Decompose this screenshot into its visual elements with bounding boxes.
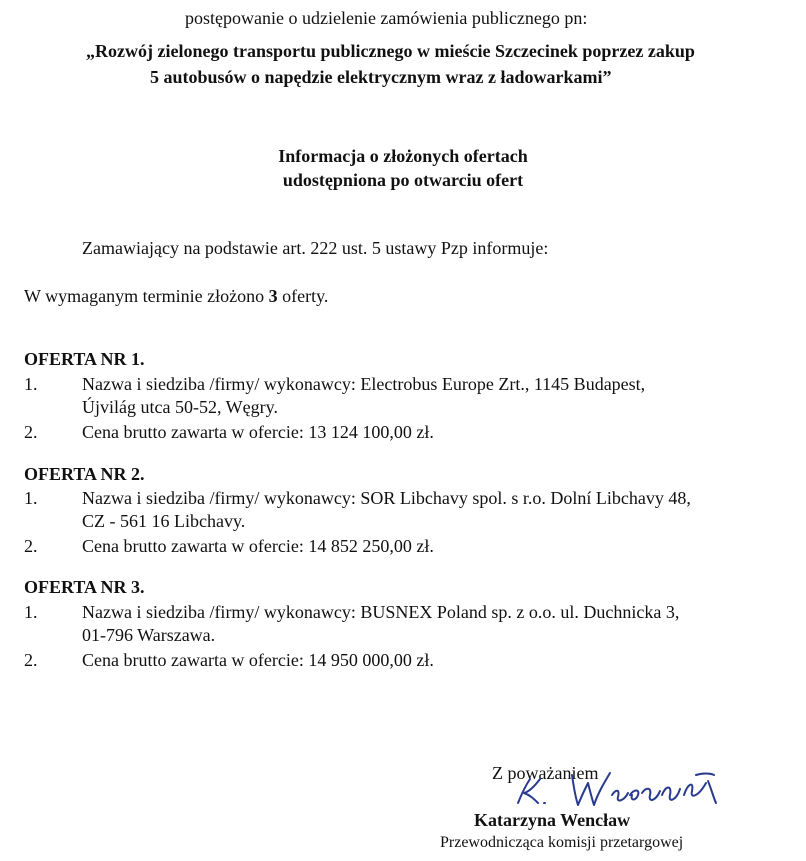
statement: Zamawiający na podstawie art. 222 ust. 5 ustawy Pzp informuje:	[82, 238, 549, 258]
header-intro: postępowanie o udzielenie zamówienia publicznego pn:	[185, 8, 588, 28]
offer-count-after: oferty.	[277, 286, 329, 306]
offer-1-price: Cena brutto zawarta w ofercie: 13 124 100,00 zł.	[82, 422, 434, 442]
signatory-role: Przewodnicząca komisji przetargowej	[440, 834, 684, 851]
offer-3-contractor-line2: 01-796 Warszawa.	[82, 625, 216, 645]
offer-3-contractor-line1: Nazwa i siedziba /firmy/ wykonawcy: BUSNEX Poland sp. z o.o. ul. Duchnicka 3,	[82, 602, 680, 622]
subtitle-line2: udostępniona po otwarciu ofert	[282, 170, 524, 190]
offer-2-heading: OFERTA NR 2.	[24, 464, 145, 484]
header-title-line2: 5 autobusów o napędzie elektrycznym wraz z ładowarkami”	[150, 67, 612, 87]
offer-1-item1-number: 1.	[24, 374, 38, 394]
signatory-name: Katarzyna Wencław	[474, 810, 631, 830]
offer-2-contractor-line1: Nazwa i siedziba /firmy/ wykonawcy: SOR Libchavy spol. s r.o. Dolní Libchavy 48,	[82, 488, 691, 508]
offer-1-contractor-line1: Nazwa i siedziba /firmy/ wykonawcy: Electrobus Europe Zrt., 1145 Budapest,	[82, 374, 646, 394]
offer-1-item2-number: 2.	[24, 422, 38, 442]
handwritten-signature	[500, 765, 740, 815]
offer-3-heading: OFERTA NR 3.	[24, 577, 145, 597]
offer-2-item2-number: 2.	[24, 536, 38, 556]
offer-count-before: W wymaganym terminie złożono	[24, 286, 269, 306]
header-title-line1: „Rozwój zielonego transportu publicznego w mieście Szczecinek poprzez zakup	[86, 41, 695, 61]
offer-count-sentence	[24, 285, 328, 307]
offer-1-heading: OFERTA NR 1.	[24, 349, 145, 369]
offer-3-item2-number: 2.	[24, 650, 38, 670]
offer-3-item1-number: 1.	[24, 602, 38, 622]
offer-2-item1-number: 1.	[24, 488, 38, 508]
offer-count: 3	[268, 286, 278, 306]
offer-2-price: Cena brutto zawarta w ofercie: 14 852 250,00 zł.	[82, 536, 434, 556]
offer-2-contractor-line2: CZ - 561 16 Libchavy.	[82, 511, 246, 531]
offer-1-contractor-line2: Újvilág utca 50-52, Węgry.	[82, 397, 278, 417]
subtitle-line1: Informacja o złożonych ofertach	[278, 146, 528, 166]
signature-greeting: Z poważaniem	[492, 763, 599, 783]
offer-3-price: Cena brutto zawarta w ofercie: 14 950 000,00 zł.	[82, 650, 434, 670]
